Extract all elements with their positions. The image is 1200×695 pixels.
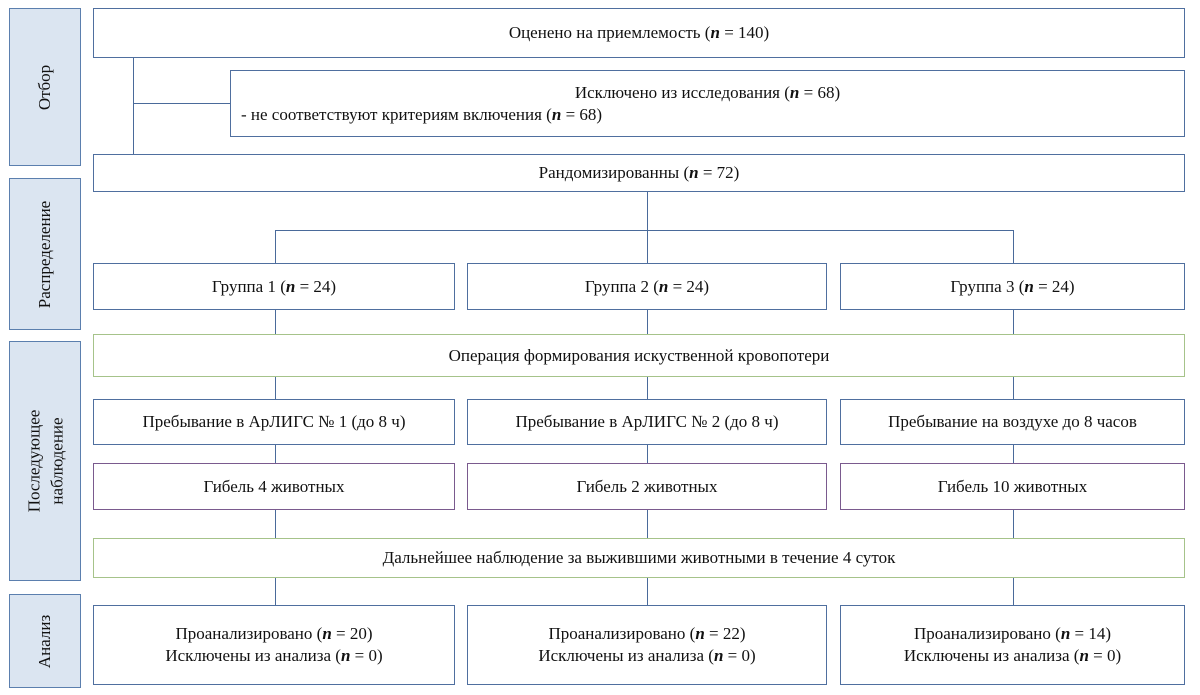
box-analysis-2 xyxy=(467,605,827,685)
connector-to-group-2 xyxy=(647,230,648,263)
excluded-title: Исключено из исследования (n = 68) xyxy=(574,82,841,102)
box-operation xyxy=(93,334,1185,377)
box-stay-2 xyxy=(467,399,827,445)
stay-1-text: Пребывание в АрЛИГС № 1 (до 8 ч) xyxy=(142,412,406,431)
stage-allocation-label: Распределение xyxy=(35,200,55,308)
box-assessed xyxy=(93,8,1185,58)
connector-operation-to-stay-3 xyxy=(1013,377,1014,399)
box-excluded xyxy=(230,70,1185,137)
group-1-text: Группа 1 (n = 24) xyxy=(211,276,337,296)
analysis-1-excluded: Исключены из анализа (n = 0) xyxy=(165,646,383,665)
connector-assessed-to-randomized xyxy=(133,58,134,154)
stage-selection-label: Отбор xyxy=(35,64,55,110)
connector-death1-to-observation xyxy=(275,510,276,538)
randomized-text: Рандомизированны (n = 72) xyxy=(538,163,740,182)
observation-text: Дальнейшее наблюдение за выжившими животными в течение 4 суток xyxy=(382,548,896,567)
stage-allocation xyxy=(9,178,81,330)
analysis-3-analyzed: Проанализировано (n = 14) xyxy=(913,624,1112,643)
connector-to-excluded xyxy=(133,103,230,104)
connector-observation-to-analysis-2 xyxy=(647,578,648,605)
box-deaths-2 xyxy=(467,463,827,510)
analysis-2-analyzed: Проанализировано (n = 22) xyxy=(548,624,746,643)
connector-operation-to-stay-1 xyxy=(275,377,276,399)
analysis-3-excluded: Исключены из анализа (n = 0) xyxy=(903,646,1122,665)
box-group-2 xyxy=(467,263,827,310)
connector-death2-to-observation xyxy=(647,510,648,538)
box-stay-3 xyxy=(840,399,1185,445)
analysis-1-analyzed: Проанализировано (n = 20) xyxy=(175,624,373,643)
excluded-reason: - не соответствуют критериям включения (n = 68) xyxy=(241,104,603,124)
connector-stay1-to-death1 xyxy=(275,445,276,463)
connector-group3-to-operation xyxy=(1013,310,1014,334)
stage-analysis-label: Анализ xyxy=(35,614,55,668)
box-observation xyxy=(93,538,1185,578)
group-3-text: Группа 3 (n = 24) xyxy=(950,276,1075,296)
connector-randomized-down xyxy=(647,192,648,230)
connector-observation-to-analysis-1 xyxy=(275,578,276,605)
deaths-1-text: Гибель 4 животных xyxy=(203,476,345,496)
stage-followup xyxy=(9,341,81,581)
box-group-3 xyxy=(840,263,1185,310)
stage-followup-label-line1: Последующее xyxy=(24,409,43,513)
stage-followup-label-line2: наблюдение xyxy=(47,417,66,505)
connector-stay3-to-death3 xyxy=(1013,445,1014,463)
operation-text: Операция формирования искуственной кровопотери xyxy=(448,345,830,365)
stay-3-text: Пребывание на воздухе до 8 часов xyxy=(888,412,1137,431)
connector-groups-horizontal xyxy=(275,230,1013,231)
connector-observation-to-analysis-3 xyxy=(1013,578,1014,605)
connector-group2-to-operation xyxy=(647,310,648,334)
stay-2-text: Пребывание в АрЛИГС № 2 (до 8 ч) xyxy=(515,412,779,431)
stage-followup-label xyxy=(22,410,68,513)
assessed-text: Оценено на приемлемость (n = 140) xyxy=(508,23,770,42)
connector-death3-to-observation xyxy=(1013,510,1014,538)
stage-selection xyxy=(9,8,81,166)
connector-to-group-3 xyxy=(1013,230,1014,263)
connector-group1-to-operation xyxy=(275,310,276,334)
connector-stay2-to-death2 xyxy=(647,445,648,463)
box-analysis-1 xyxy=(93,605,455,685)
stage-analysis xyxy=(9,594,81,688)
box-stay-1 xyxy=(93,399,455,445)
box-deaths-3 xyxy=(840,463,1185,510)
deaths-3-text: Гибель 10 животных xyxy=(937,476,1088,496)
deaths-2-text: Гибель 2 животных xyxy=(576,476,718,496)
analysis-2-excluded: Исключены из анализа (n = 0) xyxy=(538,646,756,665)
connector-to-group-1 xyxy=(275,230,276,263)
connector-operation-to-stay-2 xyxy=(647,377,648,399)
box-analysis-3 xyxy=(840,605,1185,685)
box-group-1 xyxy=(93,263,455,310)
box-randomized xyxy=(93,154,1185,192)
group-2-text: Группа 2 (n = 24) xyxy=(584,276,710,296)
box-deaths-1 xyxy=(93,463,455,510)
